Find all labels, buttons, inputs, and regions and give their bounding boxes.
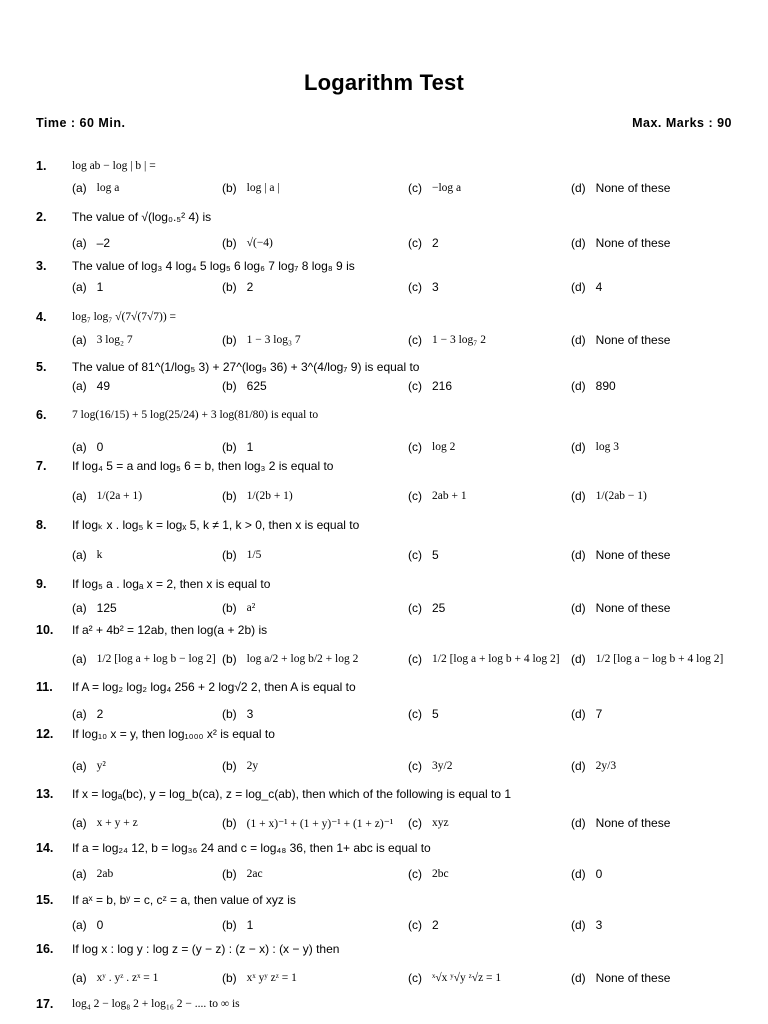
option-a: (a) log a bbox=[72, 181, 120, 195]
option-b: (b) 2 bbox=[222, 280, 254, 294]
question-number: 2. bbox=[36, 210, 47, 224]
question-row bbox=[0, 358, 768, 376]
option-d: (d) None of these bbox=[571, 181, 671, 195]
question-row bbox=[0, 622, 768, 638]
question-number: 1. bbox=[36, 159, 47, 173]
question-row bbox=[0, 892, 768, 908]
option-b: (b) log | a | bbox=[222, 181, 280, 195]
option-c: (c) 2 bbox=[408, 236, 439, 250]
option-a: (a) x + y + z bbox=[72, 816, 138, 830]
option-c: (c) 2 bbox=[408, 918, 439, 932]
option-a: (a) –2 bbox=[72, 236, 111, 250]
options-row bbox=[0, 180, 768, 196]
question-text: The value of log₃ 4 log₄ 5 log₅ 6 log₆ 7 log₇ 8 log₈ 9 is bbox=[72, 259, 355, 273]
option-d: (d) None of these bbox=[571, 816, 671, 830]
options-row bbox=[0, 547, 768, 563]
option-a: (a) y² bbox=[72, 759, 106, 773]
option-c: (c) 3y/2 bbox=[408, 759, 453, 773]
options-row bbox=[0, 279, 768, 295]
option-c: (c) ˣ√x ʸ√y ᶻ√z = 1 bbox=[408, 971, 502, 985]
option-a: (a) 1/2 [log a + log b − log 2] bbox=[72, 652, 216, 666]
question-row bbox=[0, 576, 768, 592]
option-c: (c) 216 bbox=[408, 379, 453, 393]
question-number: 17. bbox=[36, 997, 54, 1011]
option-a: (a) 1 bbox=[72, 280, 104, 294]
question-number: 3. bbox=[36, 259, 47, 273]
option-c: (c) 1 − 3 log₇ 2 bbox=[408, 333, 486, 347]
page-title: Logarithm Test bbox=[303, 70, 465, 95]
option-b: (b) 625 bbox=[222, 379, 267, 393]
question-text: If A = log₂ log₂ log₄ 256 + 2 log√2 2, then A is equal to bbox=[72, 680, 356, 694]
option-d: (d) 1/(2ab − 1) bbox=[571, 489, 647, 503]
question-text: The value of 81^(1/log₅ 3) + 27^(log₉ 36) + 3^(4/log₇ 9) is equal to bbox=[72, 360, 420, 374]
option-a: (a) 49 bbox=[72, 379, 111, 393]
question-text: 7 log(16/15) + 5 log(25/24) + 3 log(81/80) is equal to bbox=[72, 409, 319, 421]
option-c: (c) 5 bbox=[408, 707, 439, 721]
question-row bbox=[0, 308, 768, 326]
option-d: (d) 890 bbox=[571, 379, 616, 393]
options-row bbox=[0, 815, 768, 831]
question-row bbox=[0, 726, 768, 742]
option-d: (d) None of these bbox=[571, 601, 671, 615]
question-row bbox=[0, 158, 768, 174]
question-text: If x = logₐ(bc), y = log_b(ca), z = log_c(ab), then which of the following is equal to 1 bbox=[72, 787, 512, 801]
options-row bbox=[0, 651, 768, 667]
question-row bbox=[0, 458, 768, 474]
option-a: (a) 0 bbox=[72, 440, 104, 454]
options-row bbox=[0, 488, 768, 504]
option-c: (c) 2bc bbox=[408, 867, 449, 881]
options-row bbox=[0, 235, 768, 251]
option-d: (d) 7 bbox=[571, 707, 603, 721]
options-row bbox=[0, 439, 768, 455]
option-b: (b) 2y bbox=[222, 759, 259, 773]
option-a: (a) 2ab bbox=[72, 867, 114, 881]
options-row bbox=[0, 970, 768, 986]
question-number: 16. bbox=[36, 942, 54, 956]
option-c: (c) 3 bbox=[408, 280, 439, 294]
question-text: If a = log₂₄ 12, b = log₃₆ 24 and c = log₄₈ 36, then 1+ abc is equal to bbox=[72, 841, 431, 855]
option-d: (d) 4 bbox=[571, 280, 603, 294]
question-number: 15. bbox=[36, 893, 54, 907]
question-number: 13. bbox=[36, 787, 54, 801]
option-a: (a) 3 log₂ 7 bbox=[72, 333, 133, 347]
option-d: (d) 2y/3 bbox=[571, 759, 617, 773]
option-d: (d) None of these bbox=[571, 236, 671, 250]
question-number: 10. bbox=[36, 623, 54, 637]
time-label: Time : 60 Min. bbox=[36, 116, 126, 130]
option-b: (b) 1 bbox=[222, 440, 254, 454]
question-row bbox=[0, 404, 768, 426]
option-a: (a) k bbox=[72, 548, 103, 562]
option-b: (b) log a/2 + log b/2 + log 2 bbox=[222, 652, 359, 666]
option-b: (b) xˣ yʸ zᶻ = 1 bbox=[222, 971, 297, 985]
option-b: (b) a² bbox=[222, 601, 256, 615]
question-row bbox=[0, 941, 768, 957]
question-row bbox=[0, 679, 768, 695]
option-a: (a) 1/(2a + 1) bbox=[72, 489, 143, 503]
option-b: (b) √(−4) bbox=[222, 236, 273, 250]
max-marks-label: Max. Marks : 90 bbox=[632, 116, 732, 130]
question-text: If log₅ a . logₐ x = 2, then x is equal to bbox=[72, 577, 271, 591]
question-text: If log x : log y : log z = (y − z) : (z − x) : (x − y) then bbox=[72, 942, 340, 956]
question-text: If a² + 4b² = 12ab, then log(a + 2b) is bbox=[72, 623, 268, 637]
option-c: (c) log 2 bbox=[408, 440, 456, 454]
option-c: (c) 1/2 [log a + log b + 4 log 2] bbox=[408, 652, 560, 666]
question-row bbox=[0, 786, 768, 802]
question-number: 7. bbox=[36, 459, 47, 473]
question-text: If log₄ 5 = a and log₅ 6 = b, then log₃ 2 is equal to bbox=[72, 459, 334, 473]
option-c: (c) 5 bbox=[408, 548, 439, 562]
option-c: (c) 25 bbox=[408, 601, 446, 615]
question-text: If aˣ = b, bʸ = c, cᶻ = a, then value of xyz is bbox=[72, 893, 296, 907]
question-text: The value of √(log₀.₅² 4) is bbox=[72, 210, 212, 224]
question-text: log₄ 2 − log₈ 2 + log₁₆ 2 − .... to ∞ is bbox=[72, 998, 240, 1010]
question-number: 8. bbox=[36, 518, 47, 532]
question-number: 9. bbox=[36, 577, 47, 591]
options-row bbox=[0, 378, 768, 394]
options-row bbox=[0, 706, 768, 722]
option-d: (d) None of these bbox=[571, 971, 671, 985]
option-d: (d) 3 bbox=[571, 918, 603, 932]
option-d: (d) None of these bbox=[571, 548, 671, 562]
question-number: 11. bbox=[36, 680, 53, 694]
option-c: (c) 2ab + 1 bbox=[408, 489, 467, 503]
question-number: 14. bbox=[36, 841, 54, 855]
question-text: log₇ log₇ √(7√(7√7)) = bbox=[72, 311, 177, 323]
option-b: (b) 1 bbox=[222, 918, 254, 932]
option-b: (b) 1/(2b + 1) bbox=[222, 489, 293, 503]
question-number: 6. bbox=[36, 408, 47, 422]
option-c: (c) xyz bbox=[408, 816, 449, 830]
option-b: (b) 2ac bbox=[222, 867, 263, 881]
question-number: 12. bbox=[36, 727, 54, 741]
options-row bbox=[0, 866, 768, 882]
option-c: (c) −log a bbox=[408, 181, 462, 195]
option-b: (b) (1 + x)⁻¹ + (1 + y)⁻¹ + (1 + z)⁻¹ bbox=[222, 816, 394, 830]
option-b: (b) 3 bbox=[222, 707, 254, 721]
question-text: log ab − log | b | = bbox=[72, 160, 156, 172]
option-d: (d) log 3 bbox=[571, 440, 619, 454]
question-text: If logₖ x . log₅ k = logₓ 5, k ≠ 1, k > 0, then x is equal to bbox=[72, 518, 360, 532]
option-d: (d) None of these bbox=[571, 333, 671, 347]
question-row bbox=[0, 517, 768, 533]
question-text: If log₁₀ x = y, then log₁₀₀₀ x² is equal to bbox=[72, 727, 275, 741]
question-row bbox=[0, 258, 768, 274]
question-number: 4. bbox=[36, 310, 47, 324]
options-row bbox=[0, 917, 768, 933]
option-a: (a) 0 bbox=[72, 918, 104, 932]
question-row bbox=[0, 996, 768, 1012]
option-b: (b) 1/5 bbox=[222, 548, 262, 562]
options-row bbox=[0, 600, 768, 616]
option-a: (a) 125 bbox=[72, 601, 117, 615]
options-row bbox=[0, 332, 768, 348]
question-row bbox=[0, 840, 768, 856]
option-d: (d) 0 bbox=[571, 867, 603, 881]
option-a: (a) 2 bbox=[72, 707, 104, 721]
options-row bbox=[0, 758, 768, 774]
option-a: (a) xʸ . yᶻ . zˣ = 1 bbox=[72, 971, 159, 985]
question-number: 5. bbox=[36, 360, 47, 374]
option-d: (d) 1/2 [log a − log b + 4 log 2] bbox=[571, 652, 724, 666]
option-b: (b) 1 − 3 log₃ 7 bbox=[222, 333, 301, 347]
question-row bbox=[0, 208, 768, 226]
